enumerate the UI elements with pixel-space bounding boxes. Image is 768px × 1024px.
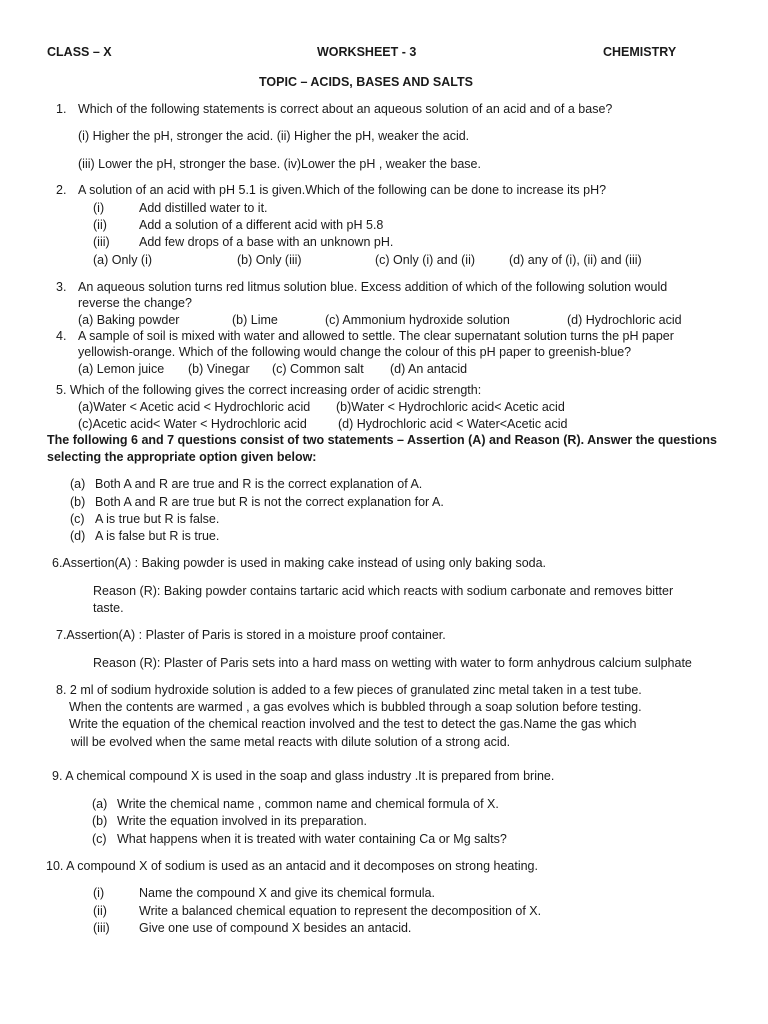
list-item-number: (a) xyxy=(92,797,108,811)
subject-label: CHEMISTRY xyxy=(603,45,677,59)
option-a: (a) Only (i) xyxy=(93,253,153,267)
list-item-text: What happens when it is treated with water containing Ca or Mg salts? xyxy=(117,832,507,846)
list-item-text: Add few drops of a base with an unknown pH. xyxy=(139,235,394,249)
list-item-text: Both A and R are true and R is the correct explanation of A. xyxy=(95,477,423,491)
option-d: (d) any of (i), (ii) and (iii) xyxy=(509,253,642,267)
question-text: A solution of an acid with pH 5.1 is given.Which of the following can be done to increase its pH? xyxy=(78,183,607,197)
option-b: (b) Lime xyxy=(232,313,278,327)
option-a: (a) Baking powder xyxy=(78,313,180,327)
statement-line: (i) Higher the pH, stronger the acid. (ii) Higher the pH, weaker the acid. xyxy=(78,129,470,143)
option-a: (a)Water < Acetic acid < Hydrochloric acid xyxy=(78,400,311,414)
list-item-text: Add distilled water to it. xyxy=(139,201,268,215)
question-text: 9. A chemical compound X is used in the soap and glass industry .It is prepared from brine. xyxy=(52,769,555,783)
list-item-text: A is false but R is true. xyxy=(95,529,220,543)
question-text: reverse the change? xyxy=(78,296,192,310)
question-text: 5. Which of the following gives the correct increasing order of acidic strength: xyxy=(56,383,482,397)
section-instruction: selecting the appropriate option given below: xyxy=(47,450,317,464)
option-c: (c) Ammonium hydroxide solution xyxy=(325,313,510,327)
statement-line: (iii) Lower the pH, stronger the base. (iv)Lower the pH , weaker the base. xyxy=(78,157,481,171)
class-label: CLASS – X xyxy=(47,45,112,59)
question-number: 3. xyxy=(56,280,67,294)
option-c: (c) Only (i) and (ii) xyxy=(375,253,476,267)
list-item-text: Give one use of compound X besides an antacid. xyxy=(139,921,412,935)
assertion-text: 7.Assertion(A) : Plaster of Paris is stored in a moisture proof container. xyxy=(56,628,446,642)
topic-title: TOPIC – ACIDS, BASES AND SALTS xyxy=(259,75,473,89)
list-item-number: (d) xyxy=(70,529,86,543)
question-text: A sample of soil is mixed with water and allowed to settle. The clear supernatant solution turns the pH paper xyxy=(78,329,674,343)
question-text: Which of the following statements is correct about an aqueous solution of an acid and of a base? xyxy=(78,102,613,116)
list-item-text: Both A and R are true but R is not the correct explanation for A. xyxy=(95,495,444,509)
question-number: 4. xyxy=(56,329,67,343)
reason-text: Reason (R): Plaster of Paris sets into a hard mass on wetting with water to form anhydrous calcium sulphate xyxy=(93,656,692,670)
list-item-number: (c) xyxy=(92,832,107,846)
reason-text: Reason (R): Baking powder contains tartaric acid which reacts with sodium carbonate and removes bitter xyxy=(93,584,674,598)
option-d: (d) An antacid xyxy=(390,362,468,376)
list-item-number: (b) xyxy=(70,495,86,509)
list-item-number: (i) xyxy=(93,886,105,900)
question-text: An aqueous solution turns red litmus solution blue. Excess addition of which of the following solution would xyxy=(78,280,668,294)
option-d: (d) Hydrochloric acid < Water<Acetic acid xyxy=(338,417,568,431)
question-text: will be evolved when the same metal reacts with dilute solution of a strong acid. xyxy=(71,735,511,749)
list-item-number: (c) xyxy=(70,512,85,526)
question-text: 10. A compound X of sodium is used as an antacid and it decomposes on strong heating. xyxy=(46,859,538,873)
question-text: yellowish-orange. Which of the following would change the colour of this pH paper to greenish-blue? xyxy=(78,345,632,359)
question-text: Write the equation of the chemical reaction involved and the test to detect the gas.Name the gas which xyxy=(69,717,637,731)
section-instruction: The following 6 and 7 questions consist of two statements – Assertion (A) and Reason (R). Answer the questions xyxy=(47,433,717,447)
list-item-text: Write a balanced chemical equation to represent the decomposition of X. xyxy=(139,904,542,918)
option-c: (c)Acetic acid< Water < Hydrochloric acid xyxy=(78,417,307,431)
option-b: (b) Only (iii) xyxy=(237,253,302,267)
list-item-text: Add a solution of a different acid with pH 5.8 xyxy=(139,218,384,232)
list-item-text: A is true but R is false. xyxy=(95,512,220,526)
list-item-text: Write the chemical name , common name and chemical formula of X. xyxy=(117,797,499,811)
option-b: (b)Water < Hydrochloric acid< Acetic acid xyxy=(336,400,565,414)
question-text: When the contents are warmed , a gas evolves which is bubbled through a soap solution before testing. xyxy=(69,700,642,714)
list-item-number: (b) xyxy=(92,814,108,828)
question-text: 8. 2 ml of sodium hydroxide solution is added to a few pieces of granulated zinc metal taken in a test tube. xyxy=(56,683,642,697)
question-number: 2. xyxy=(56,183,67,197)
option-b: (b) Vinegar xyxy=(188,362,250,376)
worksheet-label: WORKSHEET - 3 xyxy=(317,45,417,59)
option-c: (c) Common salt xyxy=(272,362,364,376)
list-item-number: (iii) xyxy=(93,235,110,249)
reason-text: taste. xyxy=(93,601,124,615)
option-a: (a) Lemon juice xyxy=(78,362,165,376)
list-item-number: (iii) xyxy=(93,921,110,935)
list-item-number: (ii) xyxy=(93,218,107,232)
list-item-text: Name the compound X and give its chemical formula. xyxy=(139,886,435,900)
list-item-number: (i) xyxy=(93,201,105,215)
list-item-number: (a) xyxy=(70,477,86,491)
option-d: (d) Hydrochloric acid xyxy=(567,313,682,327)
assertion-text: 6.Assertion(A) : Baking powder is used in making cake instead of using only baking soda. xyxy=(52,556,547,570)
list-item-number: (ii) xyxy=(93,904,107,918)
question-number: 1. xyxy=(56,102,67,116)
list-item-text: Write the equation involved in its preparation. xyxy=(117,814,367,828)
